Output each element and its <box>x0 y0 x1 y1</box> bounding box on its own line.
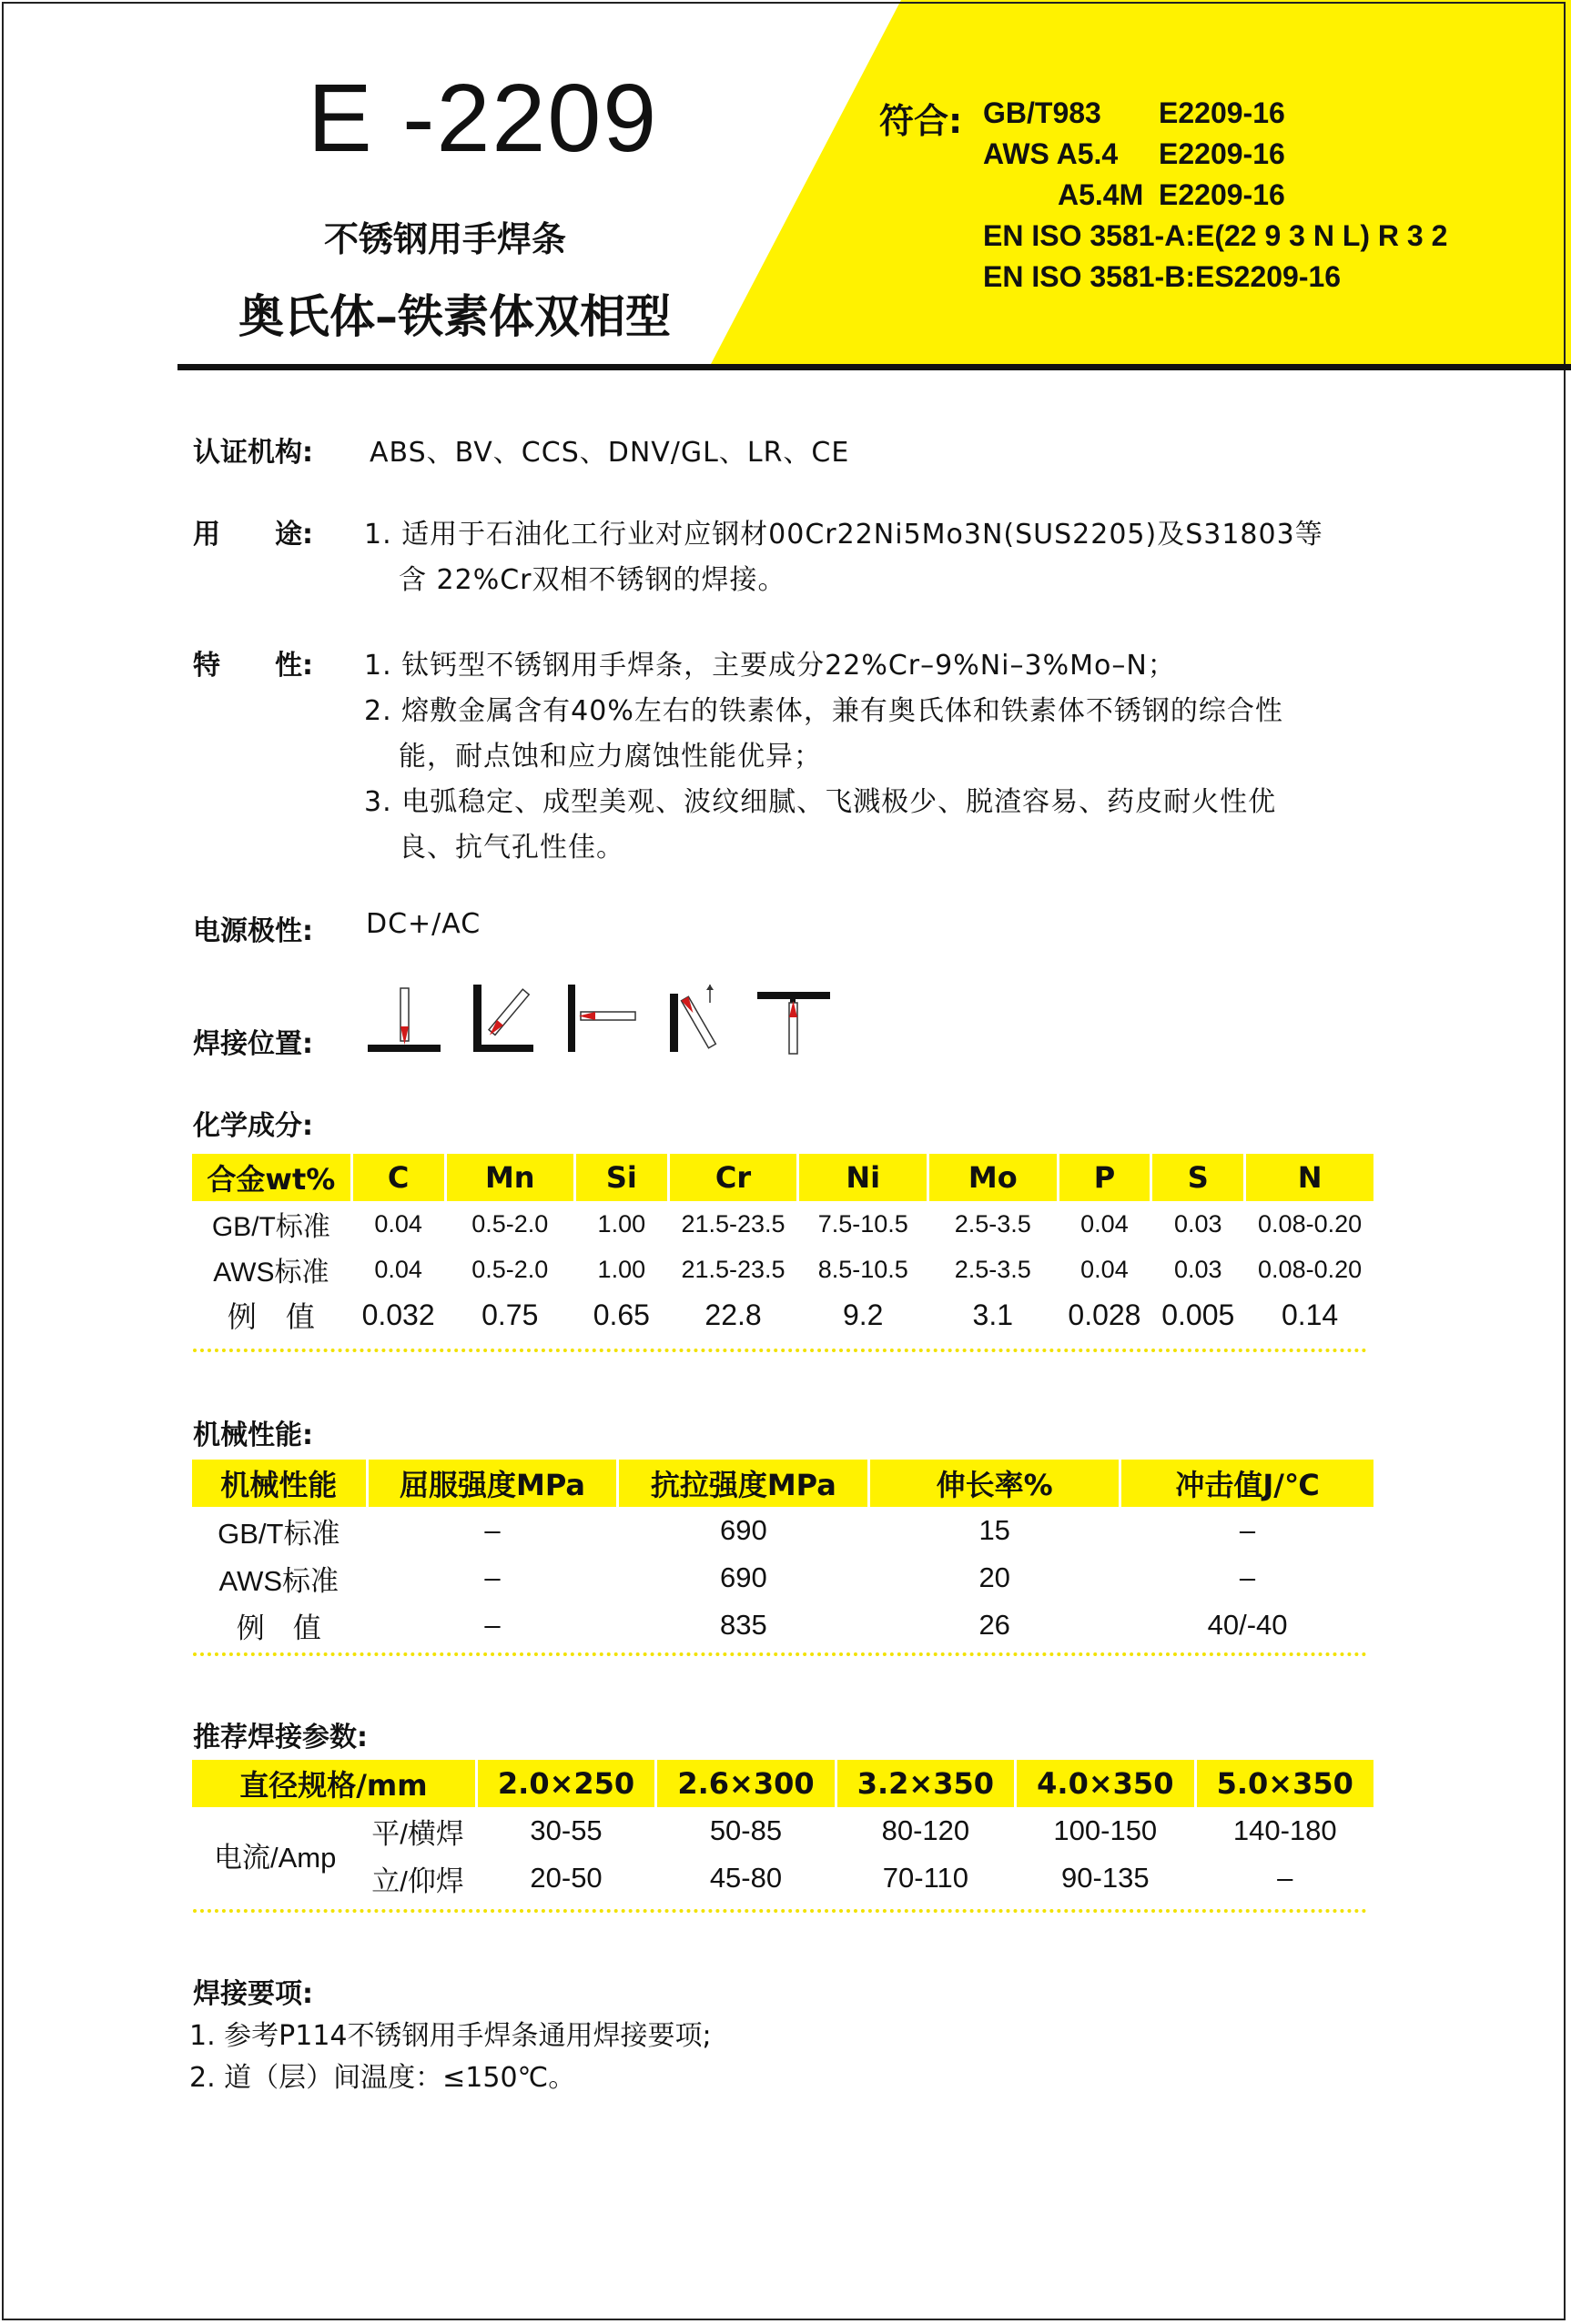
table-cell: 50-85 <box>709 1814 783 1846</box>
table-cell: 0.04 <box>1080 1255 1129 1283</box>
table-cell: AWS标准 <box>218 1564 340 1597</box>
table-header: 2.0×250 <box>478 1760 654 1807</box>
table-cell: 2.5-3.5 <box>954 1209 1031 1238</box>
table-cell: 15 <box>978 1514 1010 1546</box>
mech-title: 机械性能: <box>193 1420 313 1451</box>
table-cell: – <box>1239 1514 1256 1546</box>
table-row <box>192 1807 1373 1854</box>
table-cell: GB/T标准 <box>218 1517 340 1550</box>
table-header: Cr <box>670 1154 797 1201</box>
table-cell: 20-50 <box>530 1862 603 1894</box>
table-header: S <box>1152 1154 1243 1201</box>
note-line: 2. 道（层）间温度：≤150℃。 <box>189 2062 576 2094</box>
polarity-value: DC+/AC <box>366 908 481 940</box>
params-table <box>189 1760 1376 1902</box>
feature-line: 能，耐点蚀和应力腐蚀性能优异； <box>399 741 822 773</box>
table-header: 屈服强度MPa <box>369 1460 617 1507</box>
note-line: 1. 参考P114不锈钢用手焊条通用焊接要项; <box>189 2020 712 2052</box>
conform-label: 符合: <box>879 101 963 141</box>
table-cell: 0.04 <box>374 1255 422 1283</box>
table-header: C <box>353 1154 444 1201</box>
table-cell: 90-135 <box>1061 1862 1150 1894</box>
table-cell: 0.08-0.20 <box>1258 1209 1363 1238</box>
cert-label: 认证机构: <box>193 437 313 469</box>
conform-code: E2209-16 <box>1159 137 1285 170</box>
table-header: Ni <box>799 1154 927 1201</box>
table-header: 抗拉强度MPa <box>619 1460 867 1507</box>
table-row <box>192 1602 1373 1649</box>
table-cell: 80-120 <box>881 1814 970 1846</box>
table-row <box>192 1292 1373 1338</box>
horizontal-position-icon <box>568 985 644 1057</box>
table-cell: 0.14 <box>1281 1298 1339 1331</box>
table-header: 机械性能 <box>192 1460 366 1507</box>
usage-label: 用 途: <box>193 519 313 551</box>
conform-standard: EN ISO 3581-A:E(22 9 3 N L) R 3 2 <box>983 219 1448 252</box>
table-cell: 0.032 <box>361 1298 435 1331</box>
chem-title: 化学成分: <box>193 1110 313 1142</box>
table-header-row <box>192 1154 1373 1201</box>
table-cell: 1.00 <box>597 1255 646 1283</box>
feature-line: 3. 电弧稳定、成型美观、波纹细腻、飞溅极少、脱渣容易、药皮耐火性优 <box>364 786 1277 818</box>
conform-code: E2209-16 <box>1159 178 1285 211</box>
vertical-up-icon <box>670 985 746 1057</box>
table-cell: – <box>484 1609 501 1641</box>
table-row <box>192 1554 1373 1602</box>
table-header: Mo <box>929 1154 1056 1201</box>
table-cell: 平/横焊 <box>371 1817 464 1850</box>
table-header: P <box>1059 1154 1150 1201</box>
table-header: 伸长率% <box>870 1460 1119 1507</box>
polarity-label: 电源极性: <box>193 915 313 947</box>
table-header: 5.0×350 <box>1197 1760 1373 1807</box>
table-cell: 7.5-10.5 <box>817 1209 908 1238</box>
header-divider <box>177 364 1571 370</box>
table-header: 合金wt% <box>192 1154 350 1201</box>
horizontal-fillet-icon <box>473 985 550 1057</box>
table-cell: 0.028 <box>1068 1298 1141 1331</box>
table-cell: 1.00 <box>597 1209 646 1238</box>
table-cell: 100-150 <box>1053 1814 1158 1846</box>
table-cell: 835 <box>719 1609 767 1641</box>
table-cell: 690 <box>719 1561 767 1593</box>
table-cell: 30-55 <box>530 1814 603 1846</box>
table-cell: 45-80 <box>709 1862 783 1894</box>
table-cell: AWS标准 <box>213 1258 329 1288</box>
table-header: Si <box>576 1154 667 1201</box>
table-row <box>192 1247 1373 1292</box>
positions-label: 焊接位置: <box>193 1028 313 1060</box>
table-cell: 0.03 <box>1173 1209 1222 1238</box>
cert-value: ABS、BV、CCS、DNV/GL、LR、CE <box>370 437 850 469</box>
table-row <box>192 1507 1373 1554</box>
table-cell: 9.2 <box>842 1298 884 1331</box>
table-header-row <box>192 1460 1373 1507</box>
table-cell: 2.5-3.5 <box>954 1255 1031 1283</box>
table-cell: 例 值 <box>227 1300 315 1333</box>
table-header: 直径规格/mm <box>192 1760 475 1807</box>
table-header: Mn <box>447 1154 573 1201</box>
table-cell: 0.5-2.0 <box>471 1255 549 1283</box>
mech-table <box>189 1460 1376 1649</box>
product-subtitle: 不锈钢用手焊条 <box>324 219 567 259</box>
product-code: E -2209 <box>308 65 659 172</box>
feature-line: 1. 钛钙型不锈钢用手焊条，主要成分22%Cr–9%Ni–3%Mo–N； <box>364 650 1176 682</box>
table-header-row <box>192 1760 1373 1807</box>
table-cell: 40/-40 <box>1207 1609 1288 1641</box>
table-cell: 21.5-23.5 <box>681 1255 786 1283</box>
usage-line: 1. 适用于石油化工行业对应钢材00Cr22Ni5Mo3N(SUS2205)及S31803等 <box>364 519 1323 551</box>
table-cell: 3.1 <box>972 1298 1014 1331</box>
table-cell: – <box>1239 1561 1256 1593</box>
table-cell: 0.03 <box>1173 1255 1222 1283</box>
table-cell: 例 值 <box>236 1612 321 1644</box>
table-cell: 26 <box>978 1609 1010 1641</box>
feature-line: 良、抗气孔性佳。 <box>399 832 624 864</box>
table-cell: 690 <box>719 1514 767 1546</box>
current-label: 电流/Amp <box>213 1841 337 1874</box>
dotted-separator <box>193 1652 1367 1656</box>
params-title: 推荐焊接参数: <box>193 1722 368 1753</box>
table-cell: – <box>484 1561 501 1593</box>
table-cell: 0.04 <box>1080 1209 1129 1238</box>
conform-standard: EN ISO 3581-B:ES2209-16 <box>983 260 1342 293</box>
notes-title: 焊接要项: <box>193 1978 313 2010</box>
table-row <box>192 1854 1373 1902</box>
overhead-position-icon <box>757 985 834 1057</box>
table-cell: 0.04 <box>374 1209 422 1238</box>
dotted-separator <box>193 1909 1367 1913</box>
table-cell: 20 <box>978 1561 1010 1593</box>
usage-line: 含 22%Cr双相不锈钢的焊接。 <box>399 564 786 596</box>
table-cell: 0.75 <box>481 1298 539 1331</box>
feature-line: 2. 熔敷金属含有40%左右的铁素体，兼有奥氏体和铁素体不锈钢的综合性 <box>364 695 1283 727</box>
table-cell: – <box>1277 1862 1293 1894</box>
table-cell: 140-180 <box>1232 1814 1337 1846</box>
table-header: 冲击值J/℃ <box>1121 1460 1373 1507</box>
chem-table <box>189 1154 1376 1338</box>
table-cell: 0.5-2.0 <box>471 1209 549 1238</box>
conform-standard: AWS A5.4 <box>983 137 1119 170</box>
table-row <box>192 1201 1373 1247</box>
features-label: 特 性: <box>193 650 313 682</box>
table-cell: 0.08-0.20 <box>1258 1255 1363 1283</box>
table-header: 4.0×350 <box>1017 1760 1193 1807</box>
table-header: 3.2×350 <box>837 1760 1014 1807</box>
table-header: N <box>1246 1154 1373 1201</box>
flat-position-icon <box>368 985 444 1057</box>
table-cell: 0.005 <box>1161 1298 1235 1331</box>
conform-standard: GB/T983 <box>983 96 1101 129</box>
table-cell: 22.8 <box>704 1298 762 1331</box>
table-header: 2.6×300 <box>657 1760 834 1807</box>
table-cell: GB/T标准 <box>211 1212 330 1242</box>
conform-code: E2209-16 <box>1159 96 1285 129</box>
conform-standard: A5.4M <box>1058 178 1144 211</box>
table-cell: 立/仰焊 <box>371 1864 464 1897</box>
table-cell: 21.5-23.5 <box>681 1209 786 1238</box>
table-cell: 70-110 <box>882 1862 968 1894</box>
table-cell: 0.65 <box>593 1298 650 1331</box>
table-cell: – <box>484 1514 501 1546</box>
table-cell: 8.5-10.5 <box>817 1255 908 1283</box>
product-type: 奥氏体–铁素体双相型 <box>238 290 671 343</box>
dotted-separator <box>193 1349 1367 1352</box>
